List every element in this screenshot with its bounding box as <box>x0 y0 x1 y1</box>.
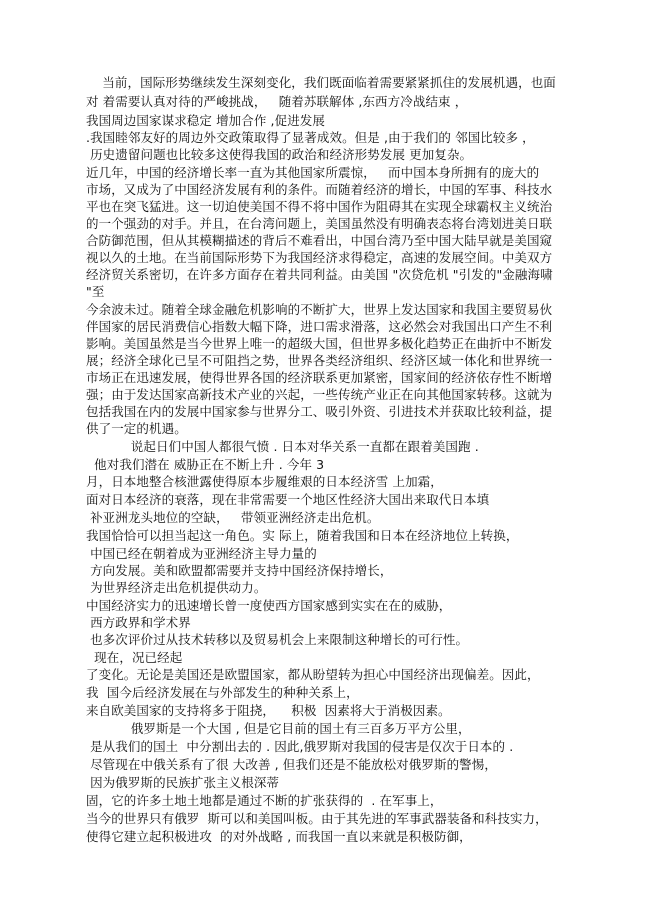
text-line: 说起日们中国人都很气愤 . 日本对华关系一直都在跟着美国跑 . <box>86 439 479 454</box>
text-line: 今余波未过。随着全球金融危机影响的不断扩大，世界上发达国家和我国主要贸易伙 <box>86 302 553 317</box>
text-line: "至 <box>86 284 105 299</box>
text-line: 强；由于发达国家高新技术产业的兴起，一些传统产业正在向其他国家转移。这就为 <box>86 387 553 402</box>
text-line: 经济贸关系密切，在许多方面存在着共同利益。由美国 "次贷危机 "引发的"金融海啸 <box>86 267 553 282</box>
text-line: 平也在突飞猛进。这一切迫使美国不得不将中国作为阻碍其在实现全球霸权主义统治 <box>86 199 553 214</box>
text-line: 是从我们的国土 中分割出去的 . 因此,俄罗斯对我国的侵害是仅次于日本的 . <box>86 739 514 754</box>
text-line: 尽管现在中俄关系有了很 大改善 , 但我们还是不能放松对俄罗斯的警惕， <box>86 757 497 772</box>
text-line: 中国已经在朝着成为亚洲经济主导力量的 <box>86 546 317 561</box>
text-line: 包括我国在内的发展中国家参与世界分工、吸引外资、引进技术并获取比较利益，提 <box>86 404 553 419</box>
text-line: 当今的世界只有俄罗 斯可以和美国叫板。由于其先进的军事武器装备和科技实力， <box>86 811 548 826</box>
text-line: 使得它建立起积极进攻 的对外战略 , 而我国一直以来就是积极防御， <box>86 829 472 844</box>
text-line: 我 国今后经济发展在与外部发生的种种关系上， <box>86 685 359 700</box>
text-line: 伴国家的居民消费信心指数大幅下降，进口需求滑落，这必然会对我国出口产生不利 <box>86 319 553 334</box>
text-line: 合防御范围，但从其模糊描述的背后不难看出，中国台湾乃至中国大陆早就是美国窥 <box>86 233 553 248</box>
text-line: 对 着需要认真对待的严峻挑战， 随着苏联解体 ,东西方冷战结束 ， <box>86 94 468 109</box>
text-line: 市场正在迅速发展，使得世界各国的经济联系更加紧密，国家间的经济依存性不断增 <box>86 370 553 385</box>
text-line: 俄罗斯是一个大国 , 但是它目前的国土有三百多万平方公里， <box>86 721 471 736</box>
text-line: 供了一定的机遇。 <box>86 421 187 436</box>
text-line: 近几年，中国的经济增长率一直为其他国家所震惊， 而中国本身所拥有的庞大的 <box>86 165 540 180</box>
text-line: 市场，又成为了中国经济发展有利的条件。而随着经济的增长，中国的军事、科技水 <box>86 182 553 197</box>
text-line: 影响。美国虽然是当今世界上唯一的超级大国，但世界多极化趋势正在曲折中不断发 <box>86 336 553 351</box>
text-line: 我国恰恰可以担当起这一角色。实 际上，随着我国和日本在经济地位上转换， <box>86 528 519 543</box>
text-line: 展；经济全球化已呈不可阻挡之势，世界各类经济组织、经济区域一体化和世界统一 <box>86 353 553 368</box>
text-line: 西方政界和学术界 <box>86 615 191 630</box>
text-line: 中国经济实力的迅速增长曾一度使西方国家感到实实在在的威胁， <box>86 598 452 613</box>
text-line: 也多次评价过从技术转移以及贸易机会上来限制这种增长的可行性。 <box>86 632 469 647</box>
text-line: 为世界经济走出危机提供动力。 <box>86 580 267 595</box>
text-line: 的一个强劲的对手。并且，在台湾问题上，美国虽然没有明确表态将台湾划进美日联 <box>86 216 553 231</box>
text-line: 视以久的土地。在当前国际形势下为我国经济求得稳定，高速的发展空间。中美双方 <box>86 250 553 265</box>
text-line: 面对日本经济的衰落，现在非常需要一个地区性经济大国出来取代日本填 <box>86 492 490 507</box>
text-line: 月，日本地整合核泄露使得原本步履维艰的日本经济雪 上加霜， <box>86 474 443 489</box>
text-line: 历史遗留问题也比较多这使得我国的政治和经济形势发展 更加复杂。 <box>86 147 473 162</box>
text-line: 现在，况已经起 <box>86 650 183 665</box>
text-line: 固，它的许多土地土地都是通过不断的扩张获得的 . 在军事上， <box>86 793 443 808</box>
text-line: 了变化。无论是美国还是欧盟国家，都从盼望转为担心中国经济出现偏差。因此， <box>86 667 540 682</box>
text-line: 补亚洲龙头地位的空缺， 带领亚洲经济走出危机。 <box>86 510 380 525</box>
text-line: 来自欧美国家的支持将多于阻挠， 积极 因素将大于消极因素。 <box>86 703 451 718</box>
text-line: .我国睦邻友好的周边外交政策取得了显著成效。但是 ,由于我们的 邻国比较多 ， <box>86 130 535 145</box>
text-line: 因为俄罗斯的民族扩张主义根深蒂 <box>86 775 280 790</box>
text-line: 当前，国际形势继续发生深刻变化，我们既面临着需要紧紧抓住的发展机遇，也面 <box>86 75 556 90</box>
text-line: 方向发展。美和欧盟都需要并支持中国经济保持增长， <box>86 563 393 578</box>
text-line: 他对我们潜在 威胁正在不断上升 . 今年 3 <box>86 457 325 472</box>
text-line: 我国周边国家谋求稳定 增加合作 ,促进发展 <box>86 113 326 128</box>
